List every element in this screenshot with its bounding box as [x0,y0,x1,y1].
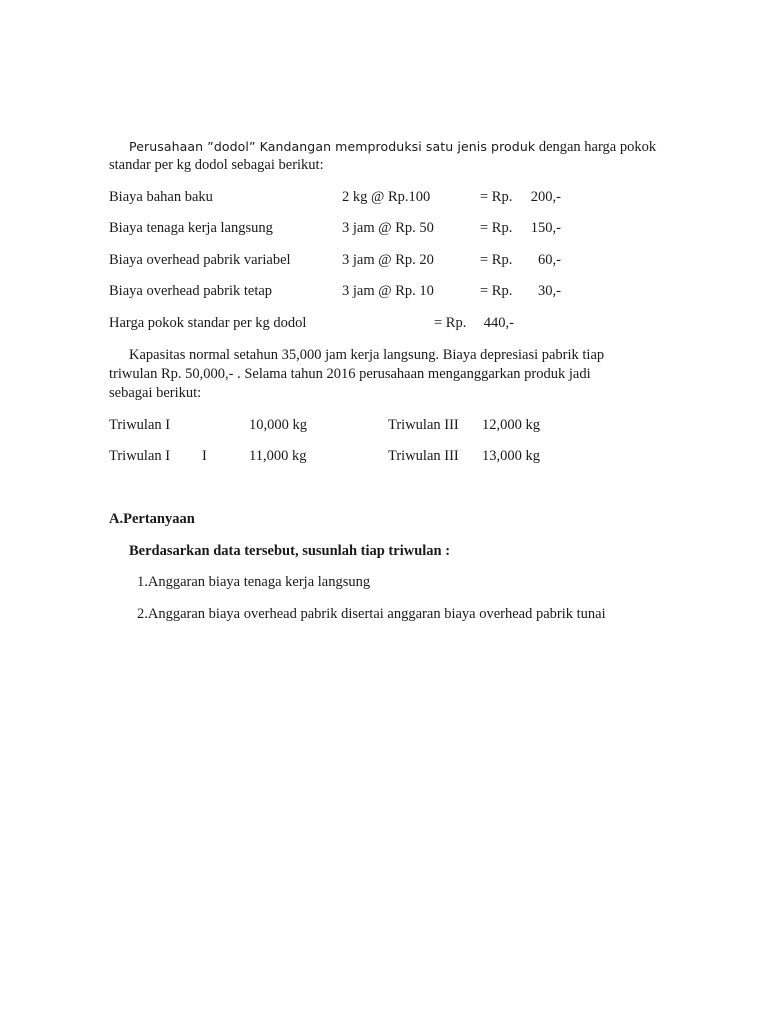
quarter-value: 11,000 kg [249,448,307,464]
intro-line-1-suffix: dengan harga pokok [535,139,657,155]
cost-amount: 30,- [538,283,561,299]
cost-quantity: 3 jam @ Rp. 20 [342,252,434,268]
capacity-line-2: triwulan Rp. 50,000,- . Selama tahun 2016 perusahaan menganggarkan produk jadi [109,366,591,382]
cost-label: Biaya tenaga kerja langsung [109,220,273,236]
intro-line-2: standar per kg dodol sebagai berikut: [109,157,324,173]
cost-amount: 150,- [530,220,561,236]
quarter-value: 13,000 kg [482,448,540,464]
total-equals: = Rp. [434,315,467,331]
intro-line-1-prefix: Perusahaan ”dodol” Kandangan memproduksi satu jenis produk [129,139,536,154]
quarter-label: Triwulan III [388,417,459,433]
quarter-label-suffix: I [202,448,207,464]
cost-equals: = Rp. [480,283,513,299]
quarter-value: 12,000 kg [482,417,540,433]
cost-quantity: 3 jam @ Rp. 50 [342,220,434,236]
cost-amount: 60,- [538,252,561,268]
total-amount: 440,- [483,315,514,331]
quarter-value: 10,000 kg [249,417,307,433]
quarter-label: Triwulan I [109,448,171,464]
cost-equals: = Rp. [480,220,513,236]
total-label: Harga pokok standar per kg dodol [109,315,307,331]
cost-label: Biaya bahan baku [109,189,213,205]
cost-equals: = Rp. [480,252,513,268]
capacity-line-3: sebagai berikut: [109,385,202,401]
capacity-line-1: Kapasitas normal setahun 35,000 jam kerja langsung. Biaya depresiasi pabrik tiap [129,347,605,363]
cost-label: Biaya overhead pabrik variabel [109,252,291,268]
question-item: 2.Anggaran biaya overhead pabrik disertai anggaran biaya overhead pabrik tunai [137,606,606,622]
quarter-label: Triwulan I [109,417,171,433]
quarter-label: Triwulan III [388,448,459,464]
question-item: 1.Anggaran biaya tenaga kerja langsung [137,574,371,590]
cost-amount: 200,- [530,189,561,205]
questions-heading: A.Pertanyaan [109,511,195,527]
cost-equals: = Rp. [480,189,513,205]
intro-line-1 [129,138,656,156]
cost-quantity: 2 kg @ Rp.100 [342,189,431,205]
cost-label: Biaya overhead pabrik tetap [109,283,273,299]
cost-quantity: 3 jam @ Rp. 10 [342,283,434,299]
questions-instruction: Berdasarkan data tersebut, susunlah tiap triwulan : [129,543,451,559]
